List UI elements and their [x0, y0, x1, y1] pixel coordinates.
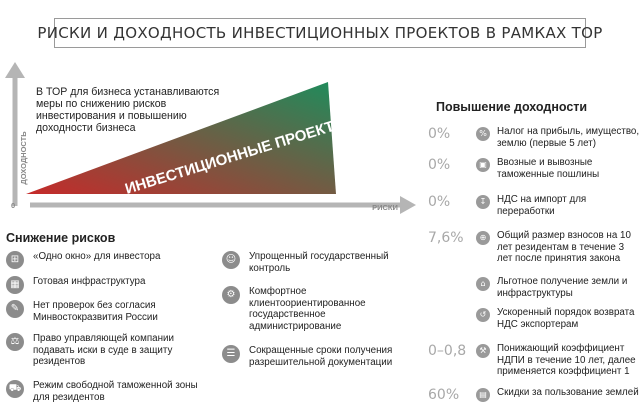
profit-item: [428, 194, 640, 217]
profit-item: [428, 276, 640, 299]
risk-item-text: Нет проверок без согласия Минвостокразвития России: [33, 300, 158, 323]
risk-return-diagram: [0, 60, 420, 220]
profit-item-value: 0%: [428, 157, 451, 173]
profit-increase-title: Повышение доходности: [436, 100, 588, 114]
profit-item: [428, 230, 640, 265]
infrastructure-icon: ▦: [6, 276, 24, 294]
mining-tax-icon: ⚒: [476, 344, 490, 358]
profit-item-text: НДС на импорт для переработки: [497, 194, 587, 217]
profit-item: [428, 157, 640, 180]
risk-item-text: Упрощенный государственный контроль: [249, 251, 389, 274]
intro-text: В ТОР для бизнеса устанавливаются меры по снижению рисков инвестирования и повышению доходности бизнеса: [36, 86, 220, 134]
origin-label: 0: [11, 201, 16, 210]
profit-item-text: Ускоренный порядок возврата НДС экспортерам: [497, 307, 635, 330]
profit-item-value: 0%: [428, 194, 451, 210]
court-icon: ⚖: [6, 333, 24, 351]
profit-item-value: 0%: [428, 126, 451, 142]
risk-item: [222, 286, 412, 332]
page-title: РИСКИ И ДОХОДНОСТЬ ИНВЕСТИЦИОННЫХ ПРОЕКТОВ В РАМКАХ ТОР: [54, 18, 586, 48]
risk-item: [222, 345, 412, 368]
profit-item-value: 0–0,8: [428, 343, 467, 359]
risk-item: [6, 333, 206, 368]
risk-item: [222, 251, 412, 274]
insurance-icon: ⊕: [476, 231, 490, 245]
state-control-icon: ☺: [222, 251, 240, 269]
risk-reduction-title: Снижение рисков: [6, 231, 116, 245]
land-discount-icon: ▤: [476, 388, 490, 402]
risk-item-text: Режим свободной таможенной зоны для резидентов: [33, 380, 198, 403]
profit-item: [428, 307, 640, 330]
one-window-icon: ⊞: [6, 251, 24, 269]
profit-item-text: Общий размер взносов на 10 лет резидентам в течение 3 лет после принятия закона: [497, 230, 631, 264]
risk-item-text: Комфортное клиентоориентированное государственное администрирование: [249, 286, 366, 332]
x-axis-arrowhead: [400, 196, 416, 214]
risk-item-text: «Одно окно» для инвестора: [33, 251, 161, 262]
risk-item-text: Готовая инфраструктура: [33, 276, 146, 287]
profit-item-value: 7,6%: [428, 230, 464, 246]
no-checks-icon: ✎: [6, 300, 24, 318]
triangle-label: ИНВЕСТИЦИОННЫЕ ПРОЕКТЫ: [123, 113, 351, 198]
admin-icon: ⚙: [222, 286, 240, 304]
risk-item: [6, 380, 206, 403]
vat-import-icon: ↧: [476, 195, 490, 209]
x-axis-label: РИСКИ: [372, 203, 398, 212]
land-icon: ⌂: [476, 277, 490, 291]
risk-item-text: Сокращенные сроки получения разрешительной документации: [249, 345, 393, 368]
profit-item-text: Понижающий коэффициент НДПИ в течение 10 лет, далее применяется коэффициент 1: [497, 343, 636, 377]
customs-zone-icon: ⛟: [6, 380, 24, 398]
profit-item-text: Льготное получение земли и инфраструктуры: [497, 276, 628, 299]
profit-item: [428, 126, 640, 149]
profit-item-text: Скидки за пользование землей: [497, 387, 639, 398]
profit-item-text: Налог на прибыль, имущество, землю (первые 5 лет): [497, 126, 640, 149]
customs-duties-icon: ▣: [476, 158, 490, 172]
tax-icon: %: [476, 127, 490, 141]
risk-item: [6, 300, 206, 323]
permits-icon: ☰: [222, 345, 240, 363]
y-axis-label: ДОХОДНОСТЬ: [19, 131, 28, 185]
risk-item-text: Право управляющей компании подавать иски в суде в защиту резидентов: [33, 333, 174, 367]
profit-item: [428, 387, 640, 403]
vat-refund-icon: ↺: [476, 308, 490, 322]
y-axis-arrowhead: [5, 62, 25, 78]
risk-item: [6, 276, 206, 294]
profit-item-text: Ввозные и вывозные таможенные пошлины: [497, 157, 600, 180]
risk-item: [6, 251, 206, 269]
profit-item: [428, 343, 640, 378]
profit-item-value: 60%: [428, 387, 460, 403]
